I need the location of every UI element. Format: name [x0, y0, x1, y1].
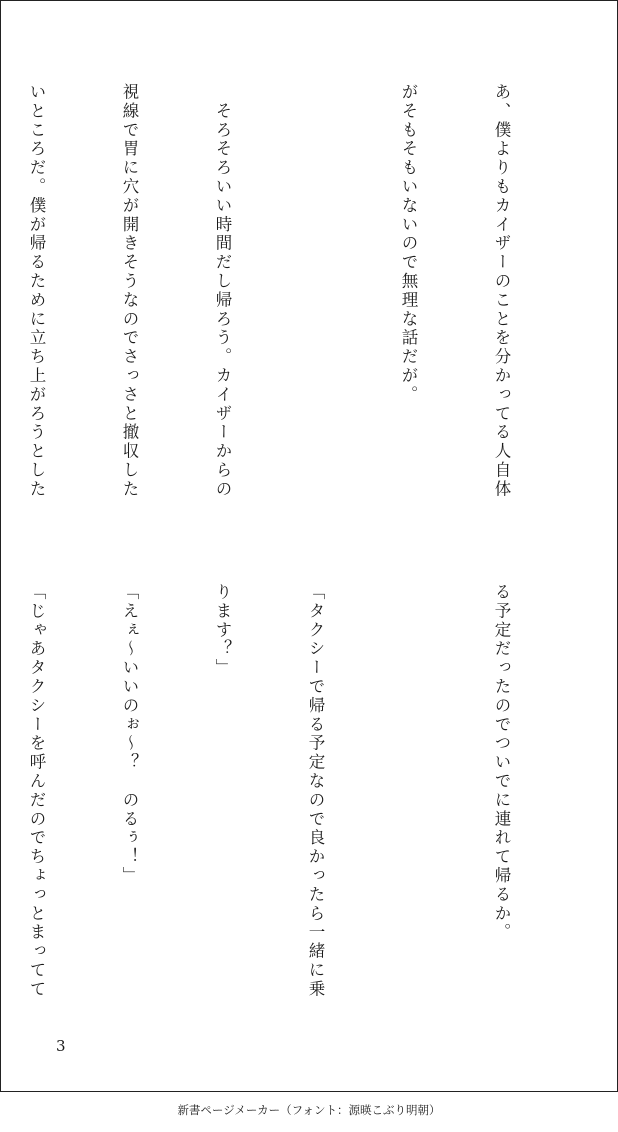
text-line: [300, 83, 331, 533]
text-line: 「えぇ〜いいのぉ〜？ のるぅ！」: [120, 583, 139, 886]
text-line: る予定だったのでついでに連れて帰るか。: [492, 583, 511, 943]
footer-caption: 新書ページメーカー（フォント：源暎こぶり明朝）: [177, 1103, 441, 1117]
text-line: いところだ。僕が帰るために立ち上がろうとした: [27, 83, 46, 499]
text-line: そろそろいい時間だし帰ろう。カイザーからの: [213, 83, 232, 499]
text-line: ります？」: [213, 583, 232, 678]
page-number: 3: [56, 1037, 66, 1055]
text-line: がそもそもいないので無理な話だが。: [399, 83, 418, 405]
text-line: 「タクシーで帰る予定なので良かったら一緒に乗: [306, 583, 325, 999]
text-line: あ、僕よりもカイザーのことを分かってる人自体: [492, 83, 511, 499]
text-line: [393, 583, 424, 1033]
text-line: 視線で胃に穴が開きそうなのでさっさと撤収した: [120, 83, 139, 499]
text-block-top: [27, 83, 579, 533]
text-block-bottom: [27, 583, 579, 1033]
text-line: 「じゃあタクシーを呼んだのでちょっとまってて: [27, 583, 46, 999]
